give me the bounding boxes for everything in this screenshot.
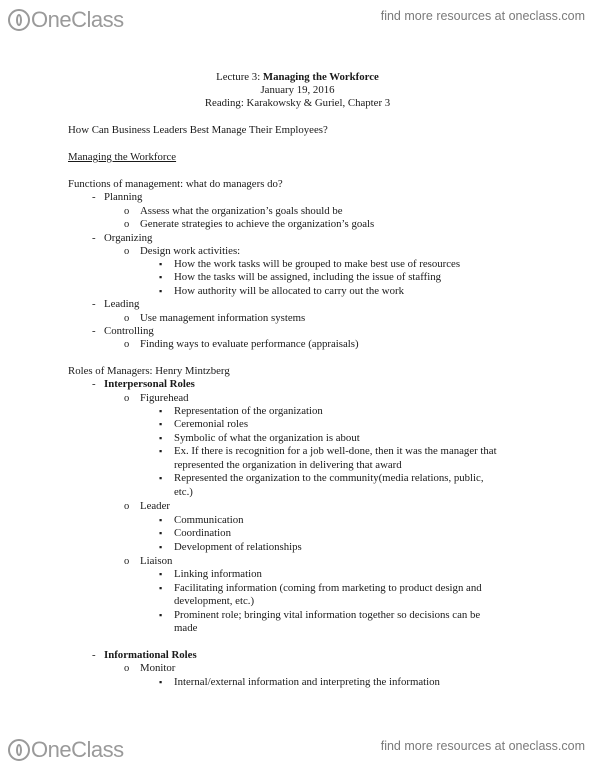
liaison-item: Prominent role; bringing vital information together so decisions can be (174, 609, 481, 621)
footer-promo-link[interactable]: find more resources at oneclass.com (380, 739, 585, 753)
section-heading: Managing the Workforce (68, 151, 177, 163)
circle-bullet: o (124, 219, 130, 230)
leading-sub: Use management information systems (140, 312, 306, 324)
figurehead-item-continued: etc.) (174, 486, 193, 498)
square-bullet: ▪ (159, 610, 163, 620)
liaison-item-continued: development, etc.) (174, 595, 255, 607)
circle-bullet: o (124, 501, 130, 512)
leader-item: Development of relationships (174, 541, 302, 553)
functions-heading: Functions of management: what do managers do? (68, 178, 283, 190)
square-bullet: ▪ (159, 473, 163, 483)
organizing-label: Organizing (104, 232, 153, 244)
square-bullet: ▪ (159, 433, 163, 443)
square-bullet: ▪ (159, 583, 163, 593)
logo-text: OneClass (31, 7, 124, 32)
liaison-label: Liaison (140, 555, 173, 567)
leading-label: Leading (104, 298, 140, 310)
figurehead-item: Representation of the organization (174, 405, 323, 417)
planning-label: Planning (104, 191, 143, 203)
oneclass-logo-icon (8, 739, 30, 761)
dash-bullet: - (92, 232, 96, 244)
organizing-item: How the work tasks will be grouped to make best use of resources (174, 258, 461, 270)
leader-item: Communication (174, 514, 244, 526)
square-bullet: ▪ (159, 677, 163, 687)
informational-label: Informational Roles (104, 649, 197, 661)
liaison-item: Facilitating information (coming from marketing to product design and (174, 582, 482, 594)
dash-bullet: - (92, 325, 96, 337)
circle-bullet: o (124, 313, 130, 324)
planning-item: Assess what the organization’s goals should be (140, 205, 343, 217)
monitor-label: Monitor (140, 662, 176, 674)
liaison-item: Linking information (174, 568, 262, 580)
controlling-sub: Finding ways to evaluate performance (appraisals) (140, 338, 359, 350)
header-promo-link[interactable]: find more resources at oneclass.com (380, 9, 585, 23)
square-bullet: ▪ (159, 515, 163, 525)
interpersonal-label: Interpersonal Roles (104, 378, 195, 390)
figurehead-item: Ceremonial roles (174, 418, 249, 430)
square-bullet: ▪ (159, 286, 163, 296)
square-bullet: ▪ (159, 446, 163, 456)
lecture-title (0, 71, 595, 84)
circle-bullet: o (124, 663, 130, 674)
organizing-item: How authority will be allocated to carry out the work (174, 285, 404, 297)
planning-item: Generate strategies to achieve the organization’s goals (140, 218, 375, 230)
leader-item: Coordination (174, 527, 231, 539)
question: How Can Business Leaders Best Manage Their Employees? (68, 124, 328, 136)
dash-bullet: - (92, 649, 96, 661)
oneclass-logo-footer[interactable] (8, 734, 124, 766)
square-bullet: ▪ (159, 419, 163, 429)
figurehead-item: Represented the organization to the community(media relations, public, (174, 472, 484, 484)
circle-bullet: o (124, 556, 130, 567)
footer-bar (0, 730, 595, 770)
figurehead-item: Ex. If there is recognition for a job well-done, then it was the manager that (174, 445, 497, 457)
square-bullet: ▪ (159, 542, 163, 552)
reading-line: Reading: Karakowsky & Guriel, Chapter 3 (204, 97, 391, 109)
circle-bullet: o (124, 246, 130, 257)
lecture-title-prefix: Lecture 3: (216, 71, 263, 83)
square-bullet: ▪ (159, 406, 163, 416)
circle-bullet: o (124, 339, 130, 350)
organizing-item: How the tasks will be assigned, including the issue of staffing (174, 271, 441, 283)
dash-bullet: - (92, 378, 96, 390)
logo-text: OneClass (31, 737, 124, 762)
controlling-label: Controlling (104, 325, 154, 337)
figurehead-label: Figurehead (140, 392, 189, 404)
dash-bullet: - (92, 298, 96, 310)
figurehead-item-continued: represented the organization in delivering that award (174, 459, 402, 471)
square-bullet: ▪ (159, 569, 163, 579)
circle-bullet: o (124, 206, 130, 217)
leader-label: Leader (140, 500, 170, 512)
lecture-date: January 19, 2016 (260, 84, 335, 96)
liaison-item-continued: made (174, 622, 198, 634)
figurehead-item: Symbolic of what the organization is about (174, 432, 360, 444)
square-bullet: ▪ (159, 528, 163, 538)
circle-bullet: o (124, 393, 130, 404)
square-bullet: ▪ (159, 259, 163, 269)
square-bullet: ▪ (159, 272, 163, 282)
dash-bullet: - (92, 191, 96, 203)
lecture-title-bold: Managing the Workforce (262, 71, 379, 83)
organizing-sub: Design work activities: (140, 245, 241, 257)
monitor-item: Internal/external information and interpreting the information (174, 676, 440, 688)
roles-heading: Roles of Managers: Henry Mintzberg (68, 365, 230, 377)
